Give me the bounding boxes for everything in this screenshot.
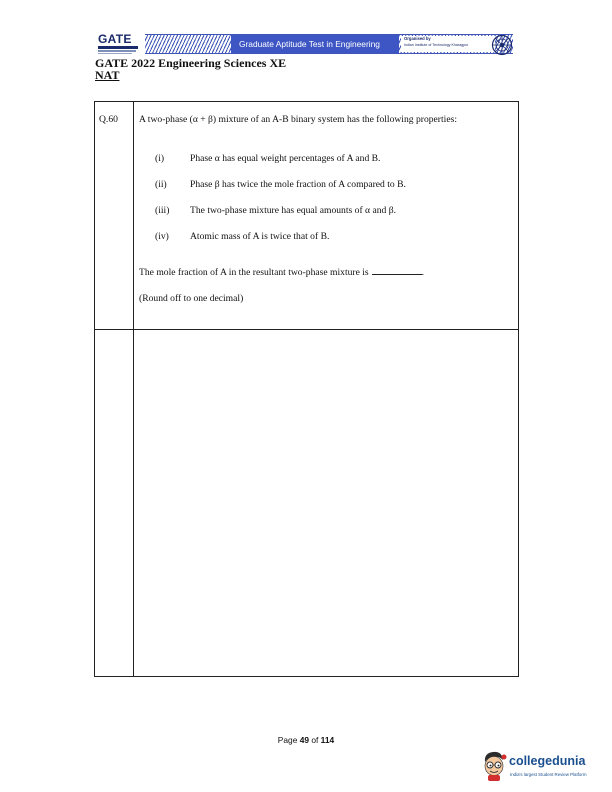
item-text: Phase α has equal weight percentages of A and B. (190, 153, 381, 164)
item-text: Atomic mass of A is twice that of B. (190, 231, 330, 242)
question-number: Q.60 (99, 114, 118, 125)
brand-tagline: India's largest Student Review Platform (510, 772, 587, 777)
question-text: A two-phase (α + β) mixture of an A-B binary system has the following properties: (139, 114, 457, 125)
iit-emblem-icon (491, 34, 513, 56)
rounding-instruction: (Round off to one decimal) (139, 293, 244, 304)
exam-title: GATE 2022 Engineering Sciences XE (95, 56, 287, 70)
answer-blank (372, 267, 422, 275)
property-item (155, 179, 406, 190)
organizer-block (401, 36, 495, 52)
organizer-name: Indian Institute of Technology Kharagpur (404, 43, 469, 47)
collegedunia-logo (480, 748, 608, 786)
header-banner (95, 31, 515, 57)
gate-logo-text: GATE (98, 32, 132, 46)
item-numeral: (iv) (155, 231, 169, 242)
prompt-end: . (421, 267, 425, 278)
item-numeral: (i) (155, 153, 165, 164)
prompt-text: The mole fraction of A in the resultant two-phase mixture is (139, 267, 369, 278)
total-pages: 114 (320, 735, 335, 745)
gate-logo (95, 31, 143, 57)
item-text: The two-phase mixture has equal amounts of α and β. (190, 205, 396, 216)
item-numeral: (iii) (155, 205, 170, 216)
organized-by-label: Organised by (404, 36, 431, 41)
page-number: Page 49 of 114 (277, 735, 335, 745)
item-numeral: (ii) (155, 179, 167, 190)
banner-stripe (145, 34, 513, 54)
banner-title: Graduate Aptitude Test in Engineering (231, 35, 399, 53)
property-item (155, 231, 329, 242)
current-page: 49 (299, 735, 310, 745)
property-item (155, 153, 380, 164)
brand-name: collegedunia (509, 754, 586, 768)
mascot-icon (480, 750, 508, 782)
property-item (155, 205, 396, 216)
question-prompt (139, 267, 424, 278)
item-text: Phase β has twice the mole fraction of A compared to B. (190, 179, 406, 190)
question-table (94, 101, 519, 677)
section-title: NAT (95, 68, 120, 82)
